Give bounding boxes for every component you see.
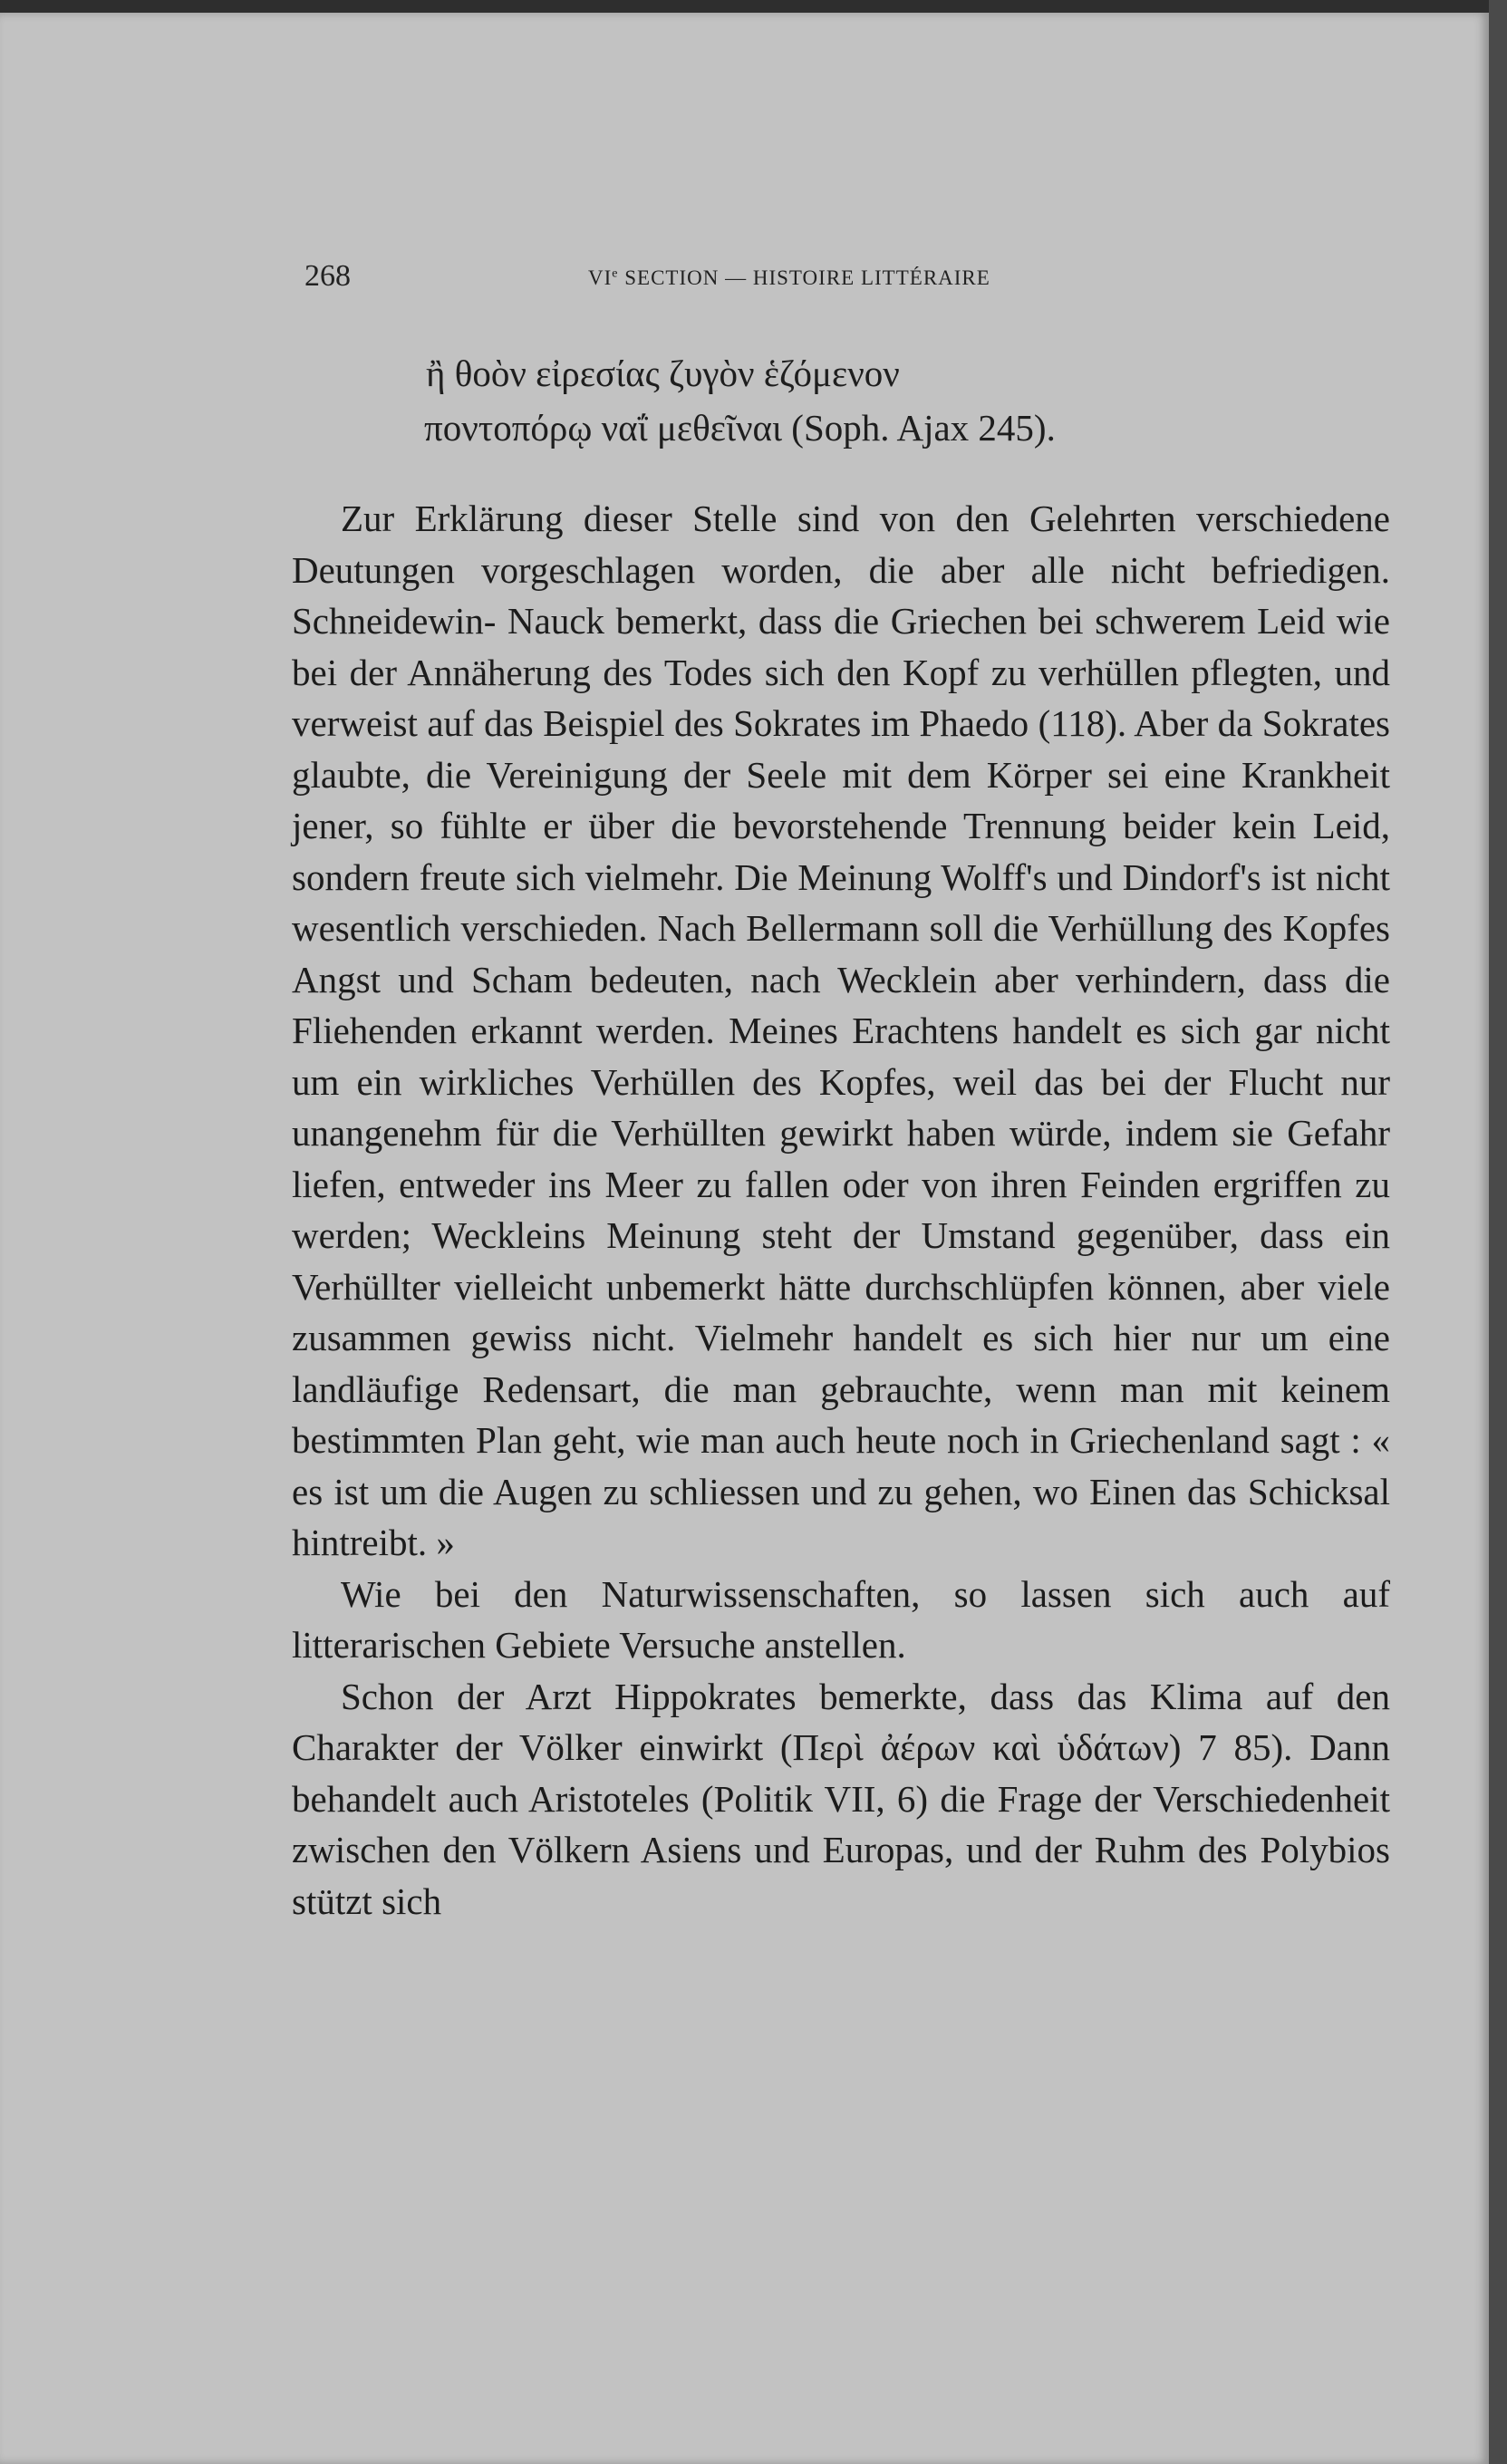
paragraph-2: Wie bei den Naturwissenschaften, so lassen sich auch auf litterarischen Gebiete Versuche anstellen.	[292, 1572, 1390, 1666]
page-number: 268	[304, 259, 351, 293]
greek-quotation	[426, 346, 1423, 455]
section-superscript: e	[612, 266, 619, 281]
section-roman: VI	[588, 266, 613, 289]
section-text: SECTION — HISTOIRE LITTÉRAIRE	[618, 266, 990, 289]
quote-line-2: ποντοπόρῳ ναΐ μεθεῖναι (Soph. Ajax 245).	[424, 407, 1056, 449]
scan-top-edge	[0, 0, 1507, 13]
paragraph-1: Zur Erklärung dieser Stelle sind von den Gelehrten verschiedene Deutungen vorgeschlagen worden, die aber alle nicht befriedigen. Schneidewin- Nauck bemerkt, dass die Griechen bei schwerem Leid wie bei der Annäherung des Todes sich den Kopf zu verhüllen pflegten, und verweist auf das Beispiel des Sokrates im Phaedo (118). Aber da Sokrates glaubte, die Vereinigung der Seele mit dem Körper sei eine Krankheit jener, so fühlte er über die bevorstehende Trennung beider kein Leid, sondern freute sich vielmehr. Die Meinung Wolff's und Dindorf's ist nicht wesentlich verschieden. Nach Bellermann soll die Verhüllung des Kopfes Angst und Scham bedeuten, nach Wecklein aber verhindern, dass die Fliehenden erkannt werden. Meines Erachtens handelt es sich gar nicht um ein wirkliches Verhüllen des Kopfes, weil das bei der Flucht nur unangenehm für die Verhüllten gewirkt haben würde, indem sie Gefahr liefen, entweder ins Meer zu fallen oder von ihren Feinden ergriffen zu werden; Weckleins Meinung steht der Umstand gegenüber, dass ein Verhüllter vielleicht unbemerkt hätte durchschlüpfen können, aber viele zusammen gewiss nicht. Vielmehr handelt es sich hier nur um eine landläufige Redensart, die man gebrauchte, wenn man mit keinem bestimmten Plan geht, wie man auch heute noch in Griechenland sagt : « es ist um die Augen zu schliessen und zu gehen, wo Einen das Schicksal hintreibt. »	[292, 498, 1390, 1563]
body-text	[292, 493, 1390, 1927]
paragraph-3: Schon der Arzt Hippokrates bemerkte, dass das Klima auf den Charakter der Völker einwirkt (Περὶ ἀέρων καὶ ὑδάτων) 7 85). Dann behandelt auch Aristoteles (Politik VII, 6) die Frage der Verschiedenheit zwischen den Völkern Asiens und Europas, und der Ruhm des Polybios stützt sich	[292, 1675, 1390, 1922]
book-page	[0, 13, 1489, 2464]
section-title	[588, 266, 990, 290]
scan-right-edge	[1489, 0, 1507, 2464]
quote-line-1: ἢ θοὸν εἰρεσίας ζυγὸν ἑζόμενον	[426, 353, 900, 394]
